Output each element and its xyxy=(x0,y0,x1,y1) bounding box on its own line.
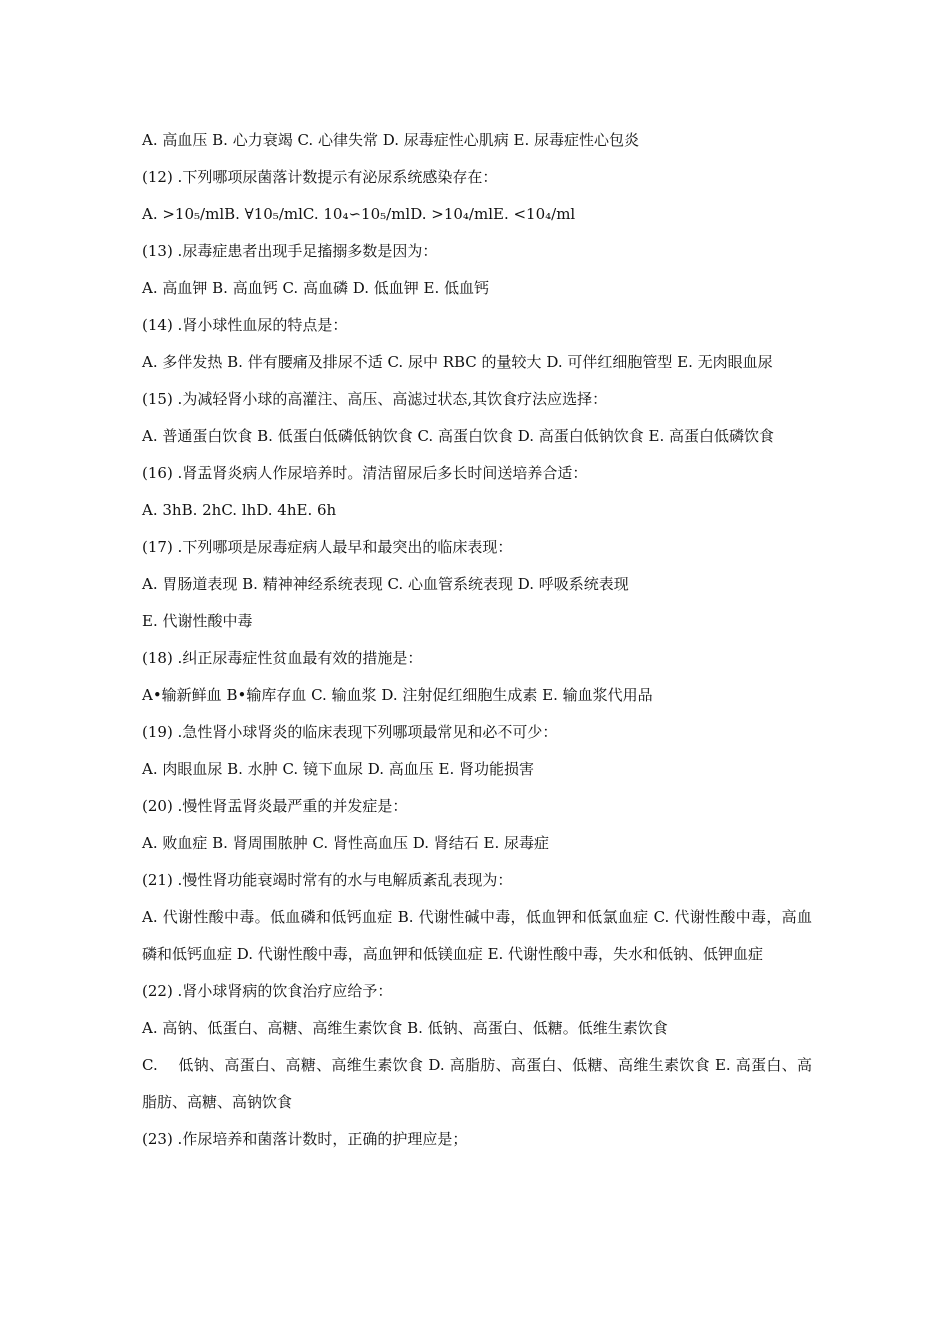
answer-options-18: A•输新鲜血 B•输库存血 C. 输血浆 D. 注射促红细胞生成素 E. 输血浆代用品 xyxy=(142,686,653,704)
answer-options-13: A. 高血钾 B. 高血钙 C. 高血磷 D. 低血钾 E. 低血钙 xyxy=(142,279,489,297)
answer-options-11: A. 高血压 B. 心力衰竭 C. 心律失常 D. 尿毒症性心肌病 E. 尿毒症性心包炎 xyxy=(142,131,639,149)
answer-options-12: A. >10₅/mlB. ∀10₅/mlC. 10₄∽10₅/mlD. >10₄/mlE. <10₄/ml xyxy=(142,205,576,223)
answer-options-20: A. 败血症 B. 肾周围脓肿 C. 肾性高血压 D. 肾结石 E. 尿毒症 xyxy=(142,834,549,852)
answer-options-15: A. 普通蛋白饮食 B. 低蛋白低磷低钠饮食 C. 高蛋白饮食 D. 高蛋白低钠饮食 E. 高蛋白低磷饮食 xyxy=(142,427,774,445)
answer-options-22-c-e: C. 低钠、高蛋白、高糖、高维生素饮食 D. 高脂肪、高蛋白、低糖、高维生素饮食 E. 高蛋白、高脂肪、高糖、高钠饮食 xyxy=(142,1056,812,1111)
document-page xyxy=(142,122,812,1158)
answer-options-19: A. 肉眼血尿 B. 水肿 C. 镜下血尿 D. 高血压 E. 肾功能损害 xyxy=(142,760,534,778)
question-12: (12) .下列哪项尿菌落计数提示有泌尿系统感染存在： xyxy=(142,168,498,186)
question-19: (19) .急性肾小球肾炎的临床表现下列哪项最常见和必不可少： xyxy=(142,723,558,741)
answer-options-17-continued: E. 代谢性酸中毒 xyxy=(142,612,253,630)
answer-options-21: A. 代谢性酸中毒。低血磷和低钙血症 B. 代谢性碱中毒，低血钾和低氯血症 C. 代谢性酸中毒，高血磷和低钙血症 D. 代谢性酸中毒，高血钾和低镁血症 E. 代谢性酸中毒，失水和低钠、低钾血症 xyxy=(142,908,812,963)
question-18: (18) .纠正尿毒症性贫血最有效的措施是： xyxy=(142,649,423,667)
question-21: (21) .慢性肾功能衰竭时常有的水与电解质紊乱表现为： xyxy=(142,871,513,889)
answer-options-16: A. 3hB. 2hC. lhD. 4hE. 6h xyxy=(142,501,337,519)
answer-options-22-a-b: A. 高钠、低蛋白、高糖、高维生素饮食 B. 低钠、高蛋白、低糖。低维生素饮食 xyxy=(142,1019,668,1037)
question-14: (14) .肾小球性血尿的特点是： xyxy=(142,316,348,334)
question-13: (13) .尿毒症患者出现手足搐搦多数是因为： xyxy=(142,242,438,260)
answer-options-17: A. 胃肠道表现 B. 精神神经系统表现 C. 心血管系统表现 D. 呼吸系统表现 xyxy=(142,575,629,593)
answer-options-14: A. 多伴发热 B. 伴有腰痛及排尿不适 C. 尿中 RBC 的量较大 D. 可伴红细胞管型 E. 无肉眼血尿 xyxy=(142,353,773,371)
question-16: (16) .肾盂肾炎病人作尿培养时。清洁留尿后多长时间送培养合适： xyxy=(142,464,588,482)
question-20: (20) .慢性肾盂肾炎最严重的并发症是： xyxy=(142,797,408,815)
question-22: (22) .肾小球肾病的饮食治疗应给予： xyxy=(142,982,393,1000)
question-15: (15) .为减轻肾小球的高灌注、高压、高滤过状态,其饮食疗法应选择： xyxy=(142,390,608,408)
question-23: (23) .作尿培养和菌落计数时，正确的护理应是； xyxy=(142,1130,468,1148)
question-17: (17) .下列哪项是尿毒症病人最早和最突出的临床表现： xyxy=(142,538,513,556)
